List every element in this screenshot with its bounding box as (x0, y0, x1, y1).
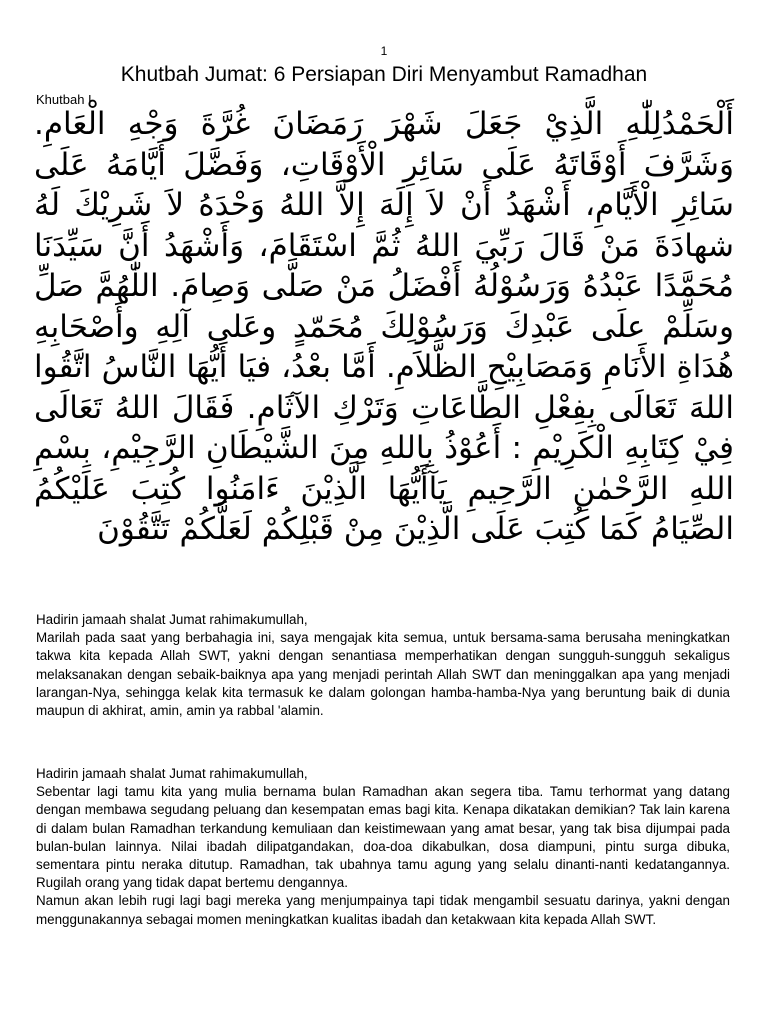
section-label: Khutbah I (36, 92, 92, 107)
paragraph-section (36, 611, 730, 720)
paragraph-text: Sebentar lagi tamu kita yang mulia bernama bulan Ramadhan akan segera tiba. Tamu terhormat yang datang dengan membawa segudang peluang dan kesempatan emas bagi kita. Kenapa dikatakan demikian? Tak lain karena di dalam bulan Ramadhan terkandung kemuliaan dan keistimewaan yang amat besar, yang tak bisa dijumpai pada bulan-bulan lainnya. Nilai ibadah dilipatgandakan, doa-doa dikabulkan, dosa diampuni, pintu surga dibuka, sementara pintu neraka ditutup. Ramadhan, tak ubahnya tamu agung yang selalu dinanti-nanti kedatangannya. Rugilah orang yang tidak dapat bertemu dengannya. (36, 784, 730, 891)
paragraph-text: Namun akan lebih rugi lagi bagi mereka yang menjumpainya tapi tidak mengambil sesuatu darinya, yakni dengan menggunakannya sebagai momen meningkatkan kualitas ibadah dan ketakwaan kita kepada Allah SWT. (36, 893, 730, 927)
paragraph-greeting: Hadirin jamaah shalat Jumat rahimakumullah, (36, 766, 308, 781)
page-number: 1 (380, 44, 388, 58)
arabic-opening-text: أَلْحَمْدُلِلّٰهِ الَّذِيْ جَعَلَ شَهْرَ رَمَضَانَ غُرَّةَ وَجْهِ الْعَامِ. وَشَرَّفَ أَوْقَاتَهُ عَلَى سَائِرِ الْأَوْقَاتِ، وَفَضَّلَ أَيَّامَهُ عَلَى سَائِرِ الْأَيَّامِ، أَشْهَدُ أَنْ لاَ إِلَهَ إِلاَّ اللهُ وَحْدَهُ لاَ شَرِيْكَ لَهُ شهادَةَ مَنْ قَالَ رَبِّيَ اللهُ ثُمَّ اسْتَقَامَ، وَأَشْهَدُ أَنَّ سَيِّدَنَا مُحَمَّدًا عَبْدُهُ وَرَسُوْلُهُ أَفْضَلُ مَنْ صَلَّى وَصِامَ. اللّٰهُمَّ صَلِّ وسَلِّمْ علَى عَبْدِكَ وَرَسُوْلِكَ مُحَمّدٍ وعَلى آلِهِ وأَصْحَابِهِ هُدَاةِ الأَنَامِ وَمَصَابِيْحِ الظَّلاَمِ. أَمَّا بعْدُ، فيَا أَيُّهَا النَّاسُ اتَّقُوا اللهَ تَعَالَى بِفِعْلِ الطَّاعَاتِ وَتَرْكِ الآثَامِ. فَقَالَ اللهُ تَعَالَى فِيْ كِتَابِهِ الْكَرِيْمِ : أَعُوْذُ بِاللهِ مِنَ الشَّيْطَانِ الرَّجِيْمِ، بِسْمِ اللهِ الرَّحْمٰنِ الرَّحِيمِ يَآأَيُّهَا الَّذِيْنَ ءَامَنُوا كُتِبَ عَلَيْكُمُ الصِّيَامُ كَمَا كُتِبَ عَلَى الَّذِيْنَ مِنْ قَبْلِكُمْ لَعَلَّكُمْ تَتَّقُوْنَ (34, 106, 734, 547)
document-title: Khutbah Jumat: 6 Persiapan Diri Menyambut Ramadhan (120, 63, 648, 86)
paragraph-greeting: Hadirin jamaah shalat Jumat rahimakumullah, (36, 612, 308, 627)
paragraph-section (36, 765, 730, 929)
paragraph-text: Marilah pada saat yang berbahagia ini, saya mengajak kita semua, untuk bersama-sama berusaha meningkatkan takwa kita kepada Allah SWT, yakni dengan senantiasa memperhatikan dengan sungguh-sungguh sekaligus melaksanakan dengan sebaik-baiknya apa yang menjadi perintah Allah SWT dan meninggalkan apa yang menjadi larangan-Nya, sehingga kelak kita termasuk ke dalam golongan hamba-hamba-Nya yang beruntung baik di dunia maupun di akhirat, amin, amin ya rabbal 'alamin. (36, 630, 730, 719)
